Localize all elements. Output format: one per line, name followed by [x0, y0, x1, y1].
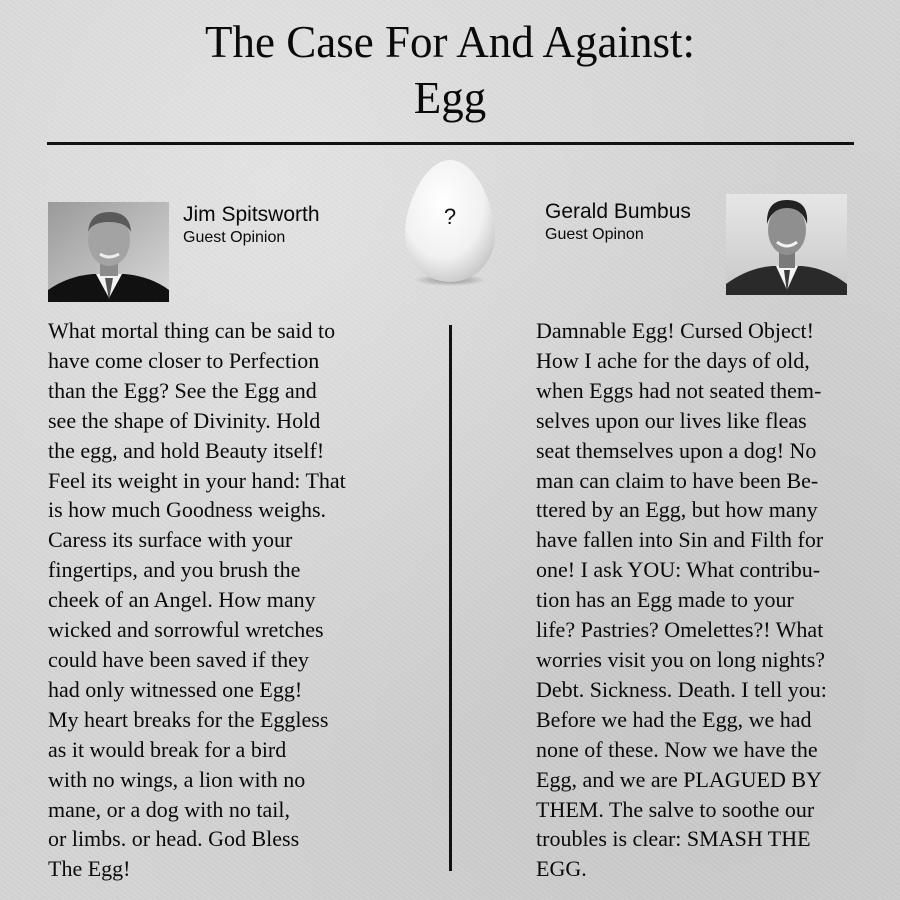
- right-text-line: ttered by an Egg, but how many: [536, 497, 818, 523]
- right-text-line: Debt. Sickness. Death. I tell you:: [536, 676, 827, 702]
- left-author-name: Jim Spitsworth: [183, 203, 320, 226]
- left-opinion-text: [48, 316, 346, 884]
- title-line-1: The Case For And Against:: [205, 17, 695, 67]
- left-byline: [183, 202, 320, 248]
- right-author-photo: [726, 194, 847, 295]
- right-text-line: when Eggs had not seated them-: [536, 377, 822, 403]
- right-text-line: Egg, and we are PLAGUED BY: [536, 766, 822, 792]
- right-text-line: seat themselves upon a dog! No: [536, 437, 817, 463]
- left-text-line: The Egg!: [48, 856, 131, 882]
- right-text-line: tion has an Egg made to your: [536, 587, 794, 613]
- right-text-line: have fallen into Sin and Filth for: [536, 527, 824, 553]
- right-text-line: Before we had the Egg, we had: [536, 706, 812, 732]
- left-text-line: see the shape of Divinity. Hold: [48, 407, 321, 433]
- left-text-line: cheek of an Angel. How many: [48, 587, 316, 613]
- title-divider: [47, 142, 854, 145]
- right-text-line: none of these. Now we have the: [536, 736, 818, 762]
- right-author-role: Guest Opinon: [545, 226, 644, 243]
- right-opinion-text: [536, 316, 827, 884]
- left-text-line: wicked and sorrowful wretches: [48, 617, 324, 643]
- right-text-line: Damnable Egg! Cursed Object!: [536, 318, 814, 343]
- left-text-line: is how much Goodness weighs.: [48, 497, 327, 523]
- column-divider: [449, 325, 452, 871]
- left-text-line: Feel its weight in your hand: That: [48, 467, 346, 493]
- right-text-line: EGG.: [536, 856, 587, 882]
- left-text-line: could have been saved if they: [48, 646, 309, 672]
- left-text-line: as it would break for a bird: [48, 736, 287, 762]
- right-text-line: troubles is clear: SMASH THE: [536, 826, 811, 852]
- right-byline: [545, 199, 691, 245]
- left-text-line: the egg, and hold Beauty itself!: [48, 437, 325, 463]
- left-text-line: fingertips, and you brush the: [48, 557, 301, 583]
- egg-icon: [403, 158, 497, 286]
- left-text-line: or limbs. or head. God Bless: [48, 826, 300, 852]
- right-text-line: life? Pastries? Omelettes?! What: [536, 617, 824, 643]
- left-text-line: had only witnessed one Egg!: [48, 676, 303, 702]
- page-title: [0, 14, 900, 126]
- right-text-line: one! I ask YOU: What contribu-: [536, 557, 821, 583]
- right-text-line: worries visit you on long nights?: [536, 646, 826, 672]
- left-text-line: than the Egg? See the Egg and: [48, 377, 317, 403]
- left-author-photo: [48, 202, 169, 302]
- left-author-role: Guest Opinion: [183, 229, 286, 246]
- title-line-2: Egg: [413, 73, 487, 123]
- egg-question-mark: ?: [443, 204, 457, 229]
- right-text-line: THEM. The salve to soothe our: [536, 796, 815, 822]
- right-text-line: How I ache for the days of old,: [536, 347, 810, 373]
- left-text-line: with no wings, a lion with no: [48, 766, 306, 792]
- left-text-line: What mortal thing can be said to: [48, 318, 336, 343]
- right-author-name: Gerald Bumbus: [545, 200, 691, 223]
- left-text-line: Caress its surface with your: [48, 527, 293, 553]
- left-text-line: have come closer to Perfection: [48, 347, 320, 373]
- left-text-line: mane, or a dog with no tail,: [48, 796, 290, 822]
- right-text-line: selves upon our lives like fleas: [536, 407, 807, 433]
- left-text-line: My heart breaks for the Eggless: [48, 706, 329, 732]
- right-text-line: man can claim to have been Be-: [536, 467, 819, 493]
